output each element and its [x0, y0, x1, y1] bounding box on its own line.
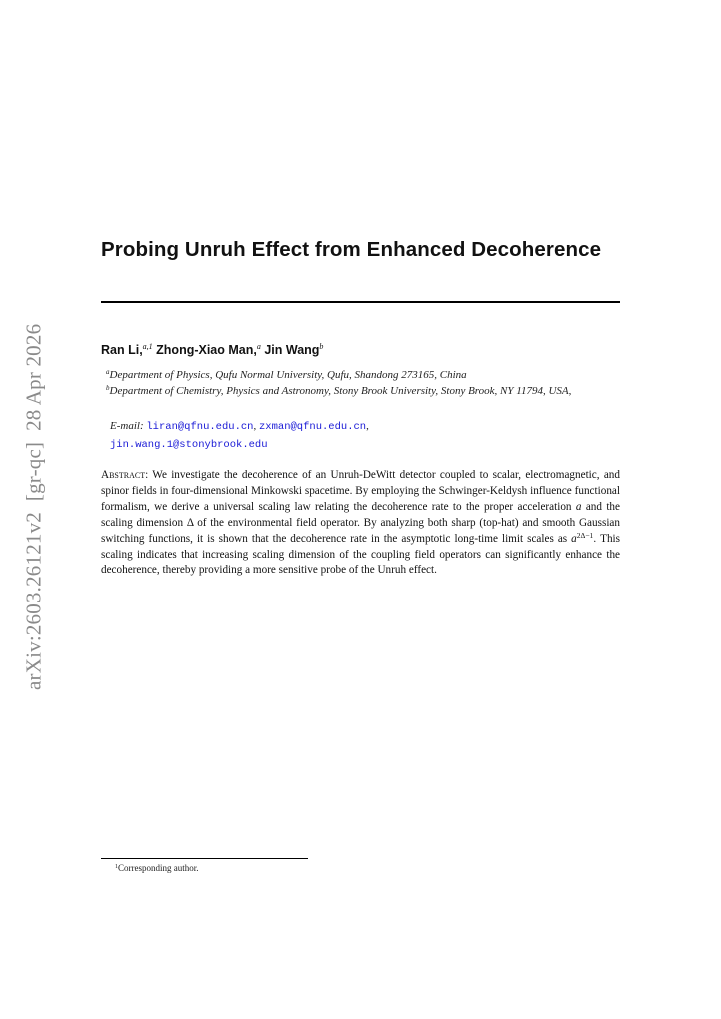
author-affiliation-mark: b [319, 342, 324, 351]
affiliation-b [106, 383, 620, 399]
footnote-mark: 1 [115, 864, 118, 870]
author-affiliation-mark: a [256, 342, 261, 351]
title-rule [101, 301, 620, 303]
arxiv-identifier: arXiv:2603.26121v2 [gr-qc] 28 Apr 2026 [21, 323, 46, 690]
author-affiliation-mark: a,1 [142, 342, 153, 351]
abstract-heading: Abstract [101, 469, 146, 481]
footnote-text: Corresponding author. [118, 863, 199, 873]
paper-title: Probing Unruh Effect from Enhanced Decoherence [101, 238, 602, 261]
affiliation-a [106, 367, 620, 383]
affiliation-mark: b [106, 384, 110, 392]
author-name: Zhong-Xiao Man, [156, 343, 257, 357]
abstract-text: : We investigate the decoherence of an Unruh-DeWitt detector coupled to scalar, electromagnetic, and spinor fields in four-dimensional Minkowski spacetime. By employing the Schwinger-Keldysh influence functional formalism, we derive a universal scaling law relating the decoherence rate to the proper acceleration [101, 469, 620, 513]
affiliation-mark: a [106, 368, 110, 376]
email-link-li[interactable]: liran@qfnu.edu.cn [146, 421, 254, 433]
math-variable: a [575, 500, 582, 513]
author-name: Jin Wang [264, 343, 320, 357]
author-name: Ran Li, [101, 343, 143, 357]
affiliation-text: Department of Physics, Qufu Normal University, Qufu, Shandong 273165, China [109, 369, 467, 381]
footnote-rule [101, 858, 308, 859]
math-variable: a [571, 532, 577, 545]
email-block: E-mail: liran@qfnu.edu.cn, zxman@qfnu.edu.cn, jin.wang.1@stonybrook.edu [110, 420, 369, 451]
abstract-text: . This scaling indicates that increasing scaling dimension of the coupling field operators can significantly enhance the decoherence, thereby providing a more sensitive probe of the Unruh effect. [101, 532, 621, 577]
email-label: E-mail: [110, 420, 144, 432]
email-link-man[interactable]: zxman@qfnu.edu.cn [258, 421, 367, 433]
abstract-text: and the scaling dimension Δ of the environmental field operator. By analyzing both sharp (top-hat) and smooth Gaussian switching functions, it is shown that the decoherence rate in the asymptotic long-time limit scales as [101, 500, 620, 545]
math-exponent: 2Δ−1 [576, 530, 594, 540]
footnote [115, 863, 199, 873]
abstract [101, 468, 620, 579]
affiliation-text: Department of Chemistry, Physics and Astronomy, Stony Brook University, Stony Brook, NY 11794, USA, [109, 385, 572, 397]
email-link-wang[interactable]: jin.wang.1@stonybrook.edu [110, 439, 268, 451]
author-list [101, 343, 323, 357]
